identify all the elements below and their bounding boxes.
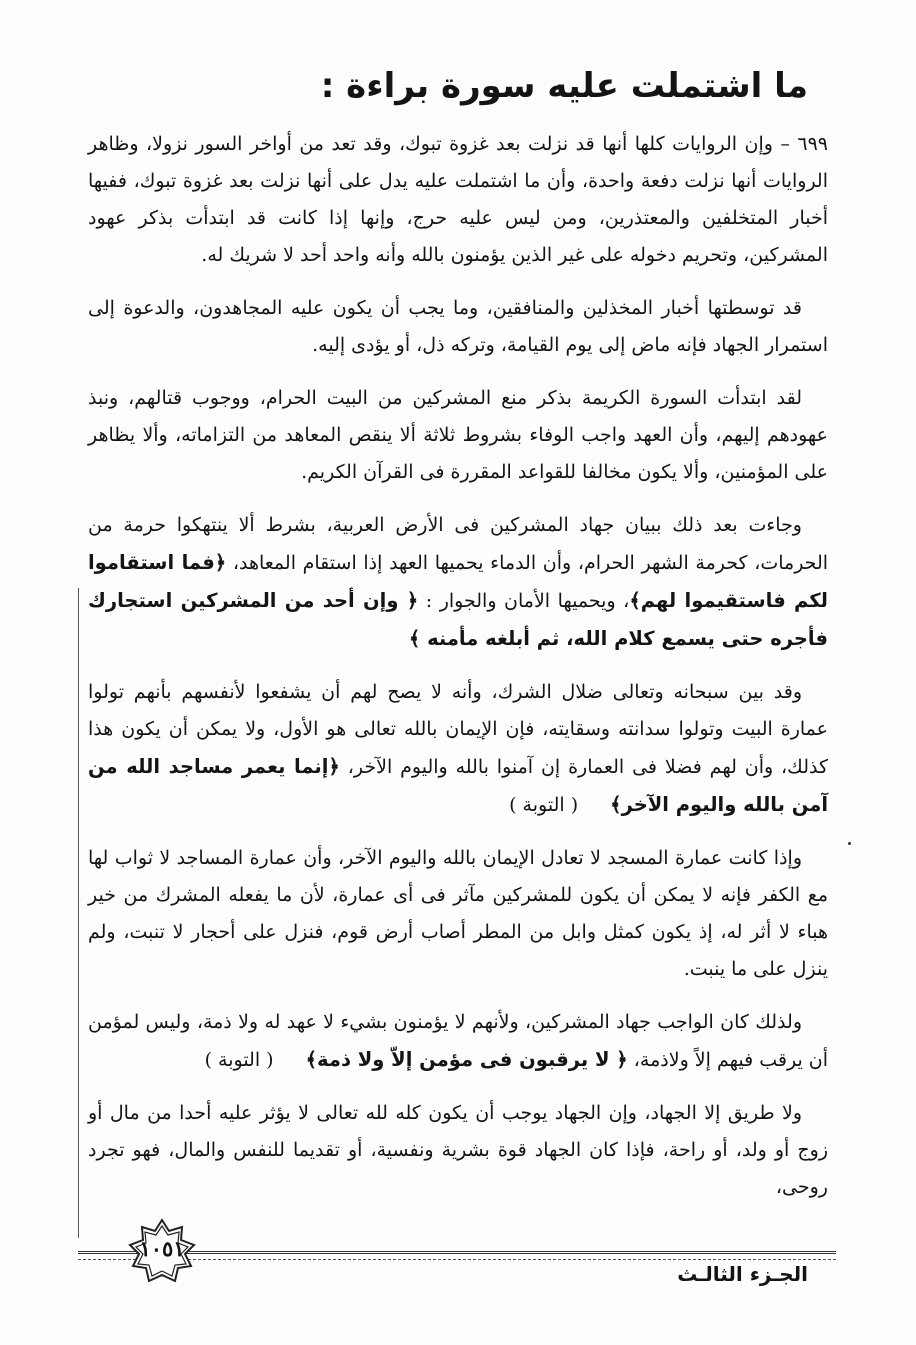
paragraph-8: ولا طريق إلا الجهاد، وإن الجهاد يوجب أن يكون كله لله تعالى لا يؤثر عليه أحدا من مال أو زوج أو ولد، أو راحة، فإذا كان الجهاد قوة بشرية ونفسية، أو تقديما للنفس والمال، فهو تجرد روحى،	[88, 1102, 828, 1198]
paragraph-1: ٦٩٩ – وإن الروايات كلها أنها قد نزلت بعد غزوة تبوك، وقد تعد من أواخر السور نزولا، وظاهر الروايات أنها نزلت دفعة واحدة، وأن ما اشتملت عليه يدل على أنها نزلت بعد غزوة تبوك، ففيها أخبار المتخلفين والمعتذرين، ومن ليس عليه حرج، وإنها إذا كانت قد ابتدأت بذكر عهود المشركين، وتحريم دخوله على غير الذين يؤمنون بالله وأنه واحد أحد لا شريك له.	[88, 133, 828, 266]
page-number: ١٠٥١	[139, 1236, 185, 1261]
quran-quote-1: ﴿فما استقاموا لكم فاستقيموا لهم﴾	[88, 551, 829, 612]
margin-mark	[848, 842, 851, 845]
paragraph-5-text: وقد بين سبحانه وتعالى ضلال الشرك، وأنه لا يصح لهم أن يشفعوا لأنفسهم بأنهم تولوا عمارة البيت وتولوا سدانته وسقايته، فإن الإيمان بالله تعالى هو الأول، ولا يمكن أن يكون هذا كذلك، وأن لهم فضلا فى العمارة إن آمنوا بالله واليوم الآخر،	[88, 681, 829, 778]
paragraph-3: لقد ابتدأت السورة الكريمة بذكر منع المشركين من البيت الحرام، ووجوب قتالهم، ونبذ عهودهم إليهم، وأن العهد واجب الوفاء بشروط ثلاثة ألا ينقص المعاهد من التزاماته، وألا يظاهر على المؤمنين، وألا يكون مخالفا للقواعد المقررة فى القرآن الكريم.	[88, 387, 828, 483]
quran-quote-4: ﴿ لا يرقبون فى مؤمن إلاّ ولا ذمة﴾	[305, 1048, 628, 1071]
paragraph-4	[88, 507, 828, 658]
paragraph-5	[88, 674, 828, 824]
paragraph-4-text-b: ، ويحميها الأمان والجوار :	[425, 590, 630, 612]
part-label: الجـزء الثالـث	[677, 1262, 808, 1286]
paragraph-2: قد توسطتها أخبار المخذلين والمنافقين، وما يجب أن يكون عليه المجاهدون، والدعوة إلى استمرار الجهاد فإنه ماض إلى يوم القيامة، وتركه ذل، أو يؤدى إليه.	[88, 297, 828, 356]
paragraph-4-text-a: وجاءت بعد ذلك ببيان جهاد المشركين فى الأرض العربية، بشرط ألا ينتهكوا حرمة من الحرمات، كحرمة الشهر الحرام، وأن الدماء يحميها العهد إذا استقام المعاهد،	[88, 514, 829, 574]
section-heading: ما اشتملت عليه سورة براءة :	[320, 66, 808, 106]
paragraph-7-text: ولذلك كان الواجب جهاد المشركين، ولأنهم لا يؤمنون بشيء لا عهد له ولا ذمة، وليس لمؤمن أن يرقب فيهم إلاً ولاذمة،	[88, 1011, 828, 1071]
margin-rule	[78, 588, 79, 1238]
quran-quote-3: ﴿إنما يعمر مساجد الله من آمن بالله واليوم الآخر﴾	[88, 755, 828, 816]
quran-quote-2: ﴿ وإن أحد من المشركين استجارك فأجره حتى يسمع كلام الله، ثم أبلغه مأمنه ﴾	[88, 589, 828, 650]
paragraph-6: وإذا كانت عمارة المسجد لا تعادل الإيمان بالله واليوم الآخر، وأن عمارة المساجد لا ثواب لها مع الكفر فإنه لا يمكن أن يكون للمشركين مآثر فى أى عمارة، لأن ما يفعله المشرك من خير هباء لا أثر له، إذ يكون كمثل وابل من المطر أصاب أرض قوم، فنزل على أحجار لا تنبت، ولم ينزل على ما ينبت.	[88, 847, 828, 980]
body-text	[88, 126, 828, 1222]
quote-source-1: ( التوبة )	[509, 794, 579, 816]
quote-source-2: ( التوبة )	[204, 1049, 274, 1071]
paragraph-7	[88, 1004, 828, 1079]
